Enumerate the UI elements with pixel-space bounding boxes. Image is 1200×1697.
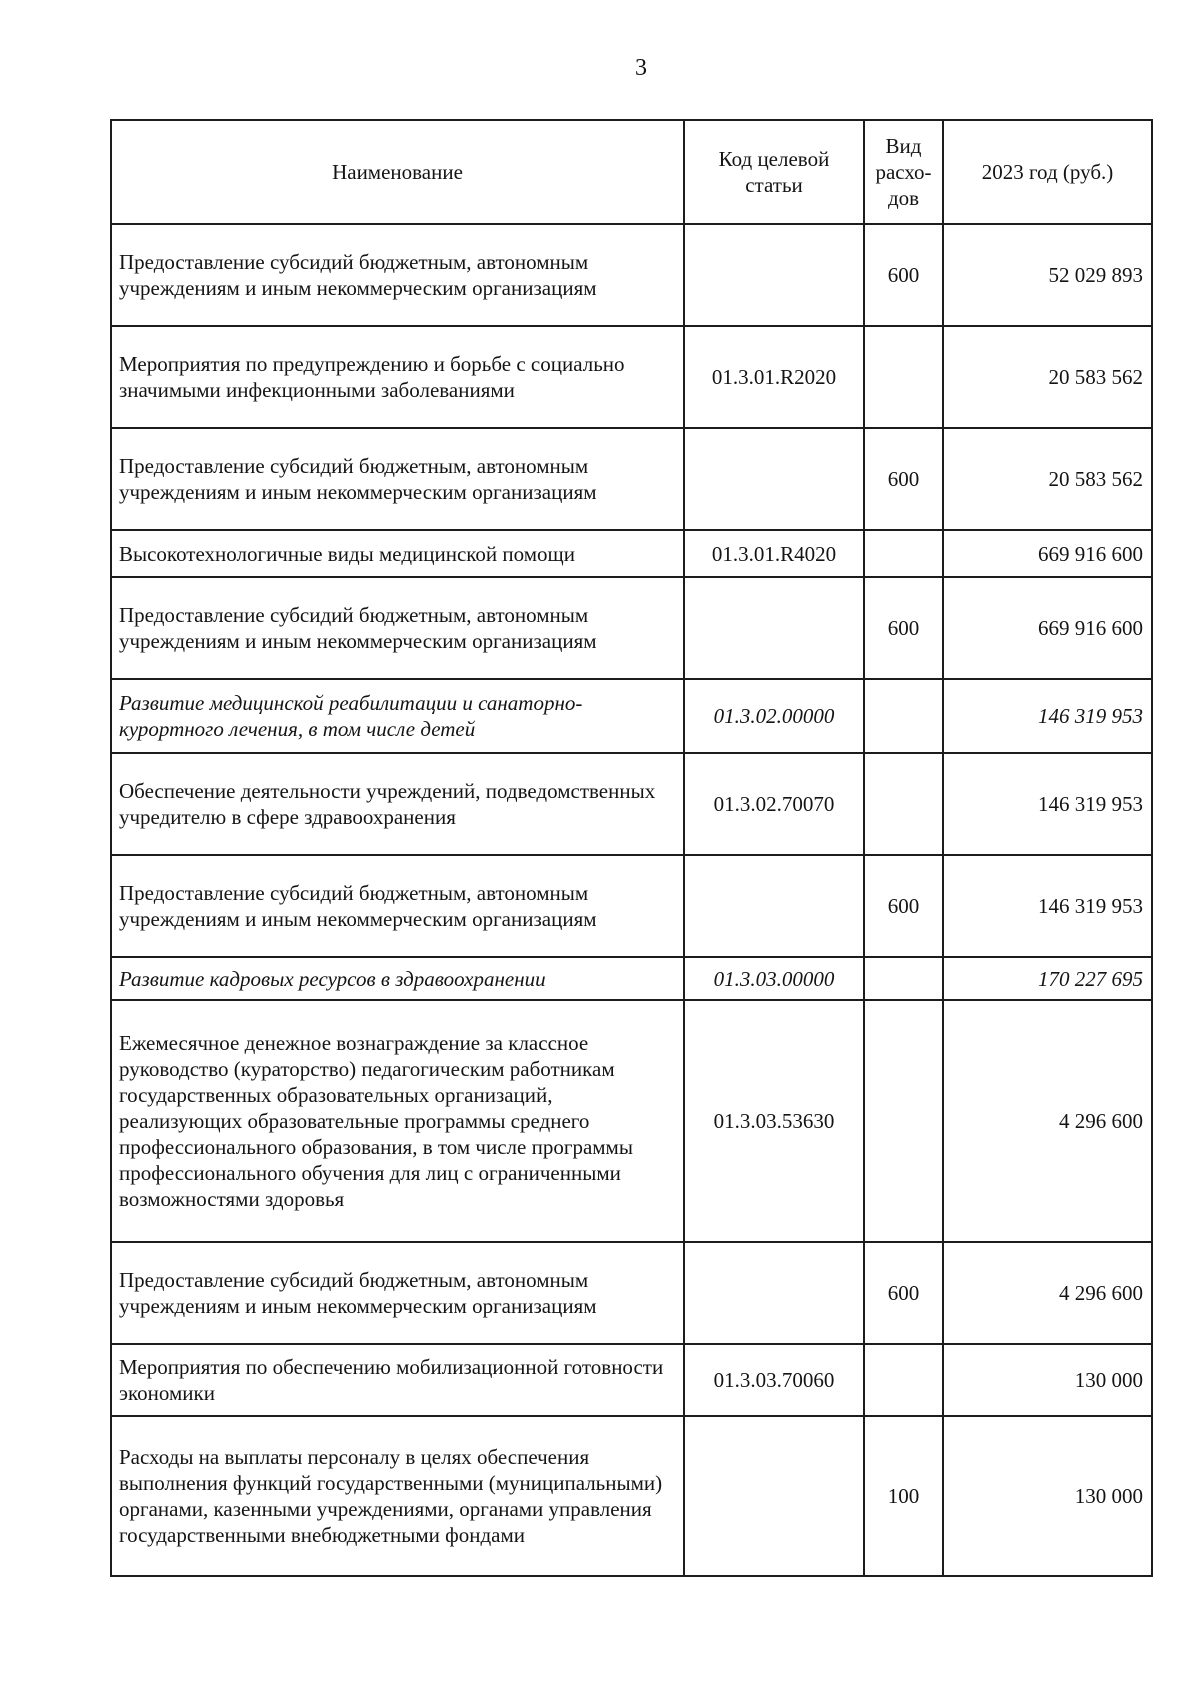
row-expense-type-cell: 600 bbox=[864, 1242, 943, 1344]
table-row bbox=[111, 855, 1152, 957]
row-target-code-cell: 01.3.03.70060 bbox=[684, 1344, 864, 1416]
row-amount-cell: 146 319 953 bbox=[943, 679, 1152, 753]
row-target-code-cell bbox=[684, 428, 864, 530]
row-name-cell: Предоставление субсидий бюджетным, автономным учреждениям и иным некоммерческим организациям bbox=[111, 428, 684, 530]
row-amount-cell: 669 916 600 bbox=[943, 530, 1152, 577]
row-amount-cell: 130 000 bbox=[943, 1416, 1152, 1576]
row-target-code-cell bbox=[684, 577, 864, 679]
row-target-code-cell bbox=[684, 1242, 864, 1344]
table-row bbox=[111, 1416, 1152, 1576]
row-amount-cell: 52 029 893 bbox=[943, 224, 1152, 326]
row-expense-type-cell bbox=[864, 679, 943, 753]
row-expense-type-cell bbox=[864, 530, 943, 577]
table-row bbox=[111, 1000, 1152, 1242]
row-expense-type-cell bbox=[864, 957, 943, 1000]
row-name-cell: Предоставление субсидий бюджетным, автономным учреждениям и иным некоммерческим организациям bbox=[111, 577, 684, 679]
row-expense-type-cell: 600 bbox=[864, 855, 943, 957]
table-row bbox=[111, 1242, 1152, 1344]
row-name-cell: Ежемесячное денежное вознаграждение за классное руководство (кураторство) педагогическим работникам государственных образовательных организаций, реализующих образовательные программы среднего профессионального образования, в том числе программы профессионального обучения для лиц с ограниченными возможностями здоровья bbox=[111, 1000, 684, 1242]
row-name-cell: Предоставление субсидий бюджетным, автономным учреждениям и иным некоммерческим организациям bbox=[111, 855, 684, 957]
row-name-cell: Развитие кадровых ресурсов в здравоохранении bbox=[111, 957, 684, 1000]
row-expense-type-cell: 600 bbox=[864, 428, 943, 530]
row-name-cell: Высокотехнологичные виды медицинской помощи bbox=[111, 530, 684, 577]
row-amount-cell: 4 296 600 bbox=[943, 1242, 1152, 1344]
row-name-cell: Обеспечение деятельности учреждений, подведомственных учредителю в сфере здравоохранения bbox=[111, 753, 684, 855]
table-row bbox=[111, 530, 1152, 577]
row-amount-cell: 146 319 953 bbox=[943, 855, 1152, 957]
table-body bbox=[111, 224, 1152, 1576]
table-row bbox=[111, 957, 1152, 1000]
row-name-cell: Мероприятия по обеспечению мобилизационной готовности экономики bbox=[111, 1344, 684, 1416]
row-name-cell: Расходы на выплаты персоналу в целях обеспечения выполнения функций государственными (муниципальными) органами, казенными учреждениями, органами управления государственными внебюджетными фондами bbox=[111, 1416, 684, 1576]
header-target-code: Код целевой статьи bbox=[684, 120, 864, 224]
row-expense-type-cell bbox=[864, 1344, 943, 1416]
row-target-code-cell bbox=[684, 1416, 864, 1576]
row-expense-type-cell: 600 bbox=[864, 577, 943, 679]
table-row bbox=[111, 679, 1152, 753]
row-expense-type-cell: 100 bbox=[864, 1416, 943, 1576]
row-amount-cell: 170 227 695 bbox=[943, 957, 1152, 1000]
row-expense-type-cell: 600 bbox=[864, 224, 943, 326]
row-target-code-cell: 01.3.03.00000 bbox=[684, 957, 864, 1000]
row-expense-type-cell bbox=[864, 326, 943, 428]
row-expense-type-cell bbox=[864, 1000, 943, 1242]
page-number: 3 bbox=[635, 55, 647, 81]
row-amount-cell: 669 916 600 bbox=[943, 577, 1152, 679]
row-target-code-cell: 01.3.03.53630 bbox=[684, 1000, 864, 1242]
table-row bbox=[111, 428, 1152, 530]
table-row bbox=[111, 577, 1152, 679]
row-name-cell: Предоставление субсидий бюджетным, автономным учреждениям и иным некоммерческим организациям bbox=[111, 1242, 684, 1344]
header-name: Наименование bbox=[111, 120, 684, 224]
row-expense-type-cell bbox=[864, 753, 943, 855]
row-amount-cell: 146 319 953 bbox=[943, 753, 1152, 855]
header-amount-2023: 2023 год (руб.) bbox=[943, 120, 1152, 224]
header-expense-type: Вид расхо- дов bbox=[864, 120, 943, 224]
row-amount-cell: 20 583 562 bbox=[943, 326, 1152, 428]
row-target-code-cell: 01.3.01.R2020 bbox=[684, 326, 864, 428]
row-amount-cell: 130 000 bbox=[943, 1344, 1152, 1416]
row-amount-cell: 20 583 562 bbox=[943, 428, 1152, 530]
row-target-code-cell bbox=[684, 855, 864, 957]
row-name-cell: Развитие медицинской реабилитации и санаторно-курортного лечения, в том числе детей bbox=[111, 679, 684, 753]
table-row bbox=[111, 753, 1152, 855]
table-row bbox=[111, 224, 1152, 326]
row-amount-cell: 4 296 600 bbox=[943, 1000, 1152, 1242]
table-header-row bbox=[111, 120, 1152, 224]
row-target-code-cell: 01.3.02.00000 bbox=[684, 679, 864, 753]
row-target-code-cell: 01.3.01.R4020 bbox=[684, 530, 864, 577]
row-name-cell: Мероприятия по предупреждению и борьбе с социально значимыми инфекционными заболеваниями bbox=[111, 326, 684, 428]
table-row bbox=[111, 326, 1152, 428]
table-row bbox=[111, 1344, 1152, 1416]
budget-table bbox=[110, 119, 1153, 1577]
row-target-code-cell: 01.3.02.70070 bbox=[684, 753, 864, 855]
row-name-cell: Предоставление субсидий бюджетным, автономным учреждениям и иным некоммерческим организациям bbox=[111, 224, 684, 326]
row-target-code-cell bbox=[684, 224, 864, 326]
